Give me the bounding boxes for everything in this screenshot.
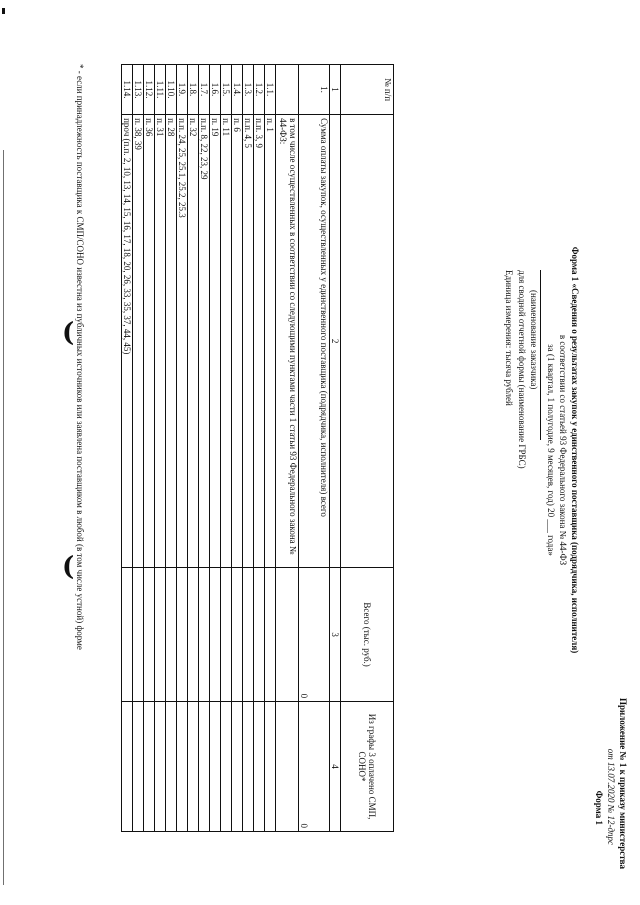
row-description: п. 1: [265, 115, 276, 568]
row-number: 1.12.: [144, 65, 155, 115]
row-number: 1.2.: [254, 65, 265, 115]
row-number: [276, 65, 299, 115]
row-number: 1.1.: [265, 65, 276, 115]
footnote-marker: * -: [75, 64, 85, 74]
row-number: 1.7.: [199, 65, 210, 115]
form-title-law: в соответствии со статьей 93 Федерального закона № 44-ФЗ: [558, 334, 568, 566]
row-total-value: [199, 568, 210, 702]
table-row: [155, 65, 166, 832]
row-description: п. 38, 39: [133, 115, 144, 568]
customer-underline: [540, 270, 541, 440]
row-total-value: [265, 568, 276, 702]
row-smp-value: [276, 702, 299, 832]
row-number: 1.6.: [210, 65, 221, 115]
row-smp-value: [177, 702, 188, 832]
table-row: [221, 65, 232, 832]
row-smp-value: [243, 702, 254, 832]
row-smp-value: [155, 702, 166, 832]
row-number: 1.8.: [188, 65, 199, 115]
row-number: 1.4.: [232, 65, 243, 115]
header-number: № п/п: [341, 65, 394, 115]
row-smp-value: [122, 702, 133, 832]
row-number: 1.5.: [221, 65, 232, 115]
appendix-line-1: Приложение № 1 к приказу министерства: [618, 698, 628, 869]
row-total-value: [276, 568, 299, 702]
row-smp-value: [199, 702, 210, 832]
table-row: [133, 65, 144, 832]
table-row: [144, 65, 155, 832]
row-total-value: [243, 568, 254, 702]
row-total-value: 0: [299, 568, 330, 702]
row-description: п. 6: [232, 115, 243, 568]
row-number: 1.9.: [177, 65, 188, 115]
row-description: п. 32: [188, 115, 199, 568]
column-number: 2: [330, 115, 341, 568]
row-number: 1.10.: [166, 65, 177, 115]
row-total-value: [122, 568, 133, 702]
table-row: [199, 65, 210, 832]
row-total-value: [155, 568, 166, 702]
table-header-row: [341, 65, 394, 832]
row-smp-value: [166, 702, 177, 832]
row-total-value: [232, 568, 243, 702]
table-row: [166, 65, 177, 832]
form-title-period: за (1 квартал, 1 полугодие, 9 месяцев, год) 20 ___ года»: [546, 344, 556, 556]
row-description: п. 31: [155, 115, 166, 568]
row-total-value: [144, 568, 155, 702]
row-total-value: [221, 568, 232, 702]
row-description: п. 28: [166, 115, 177, 568]
footnote-text: если принадлежность поставщика к СМП/СОНО известна из публичных источников или заявлена поставщиком в любой (в том числе устной) форме: [75, 76, 85, 650]
table-row: [265, 65, 276, 832]
fax-bracket-mark: (: [62, 318, 75, 348]
row-number: 1.3.: [243, 65, 254, 115]
row-total-value: [188, 568, 199, 702]
table-row: [232, 65, 243, 832]
row-smp-value: [188, 702, 199, 832]
column-number: 3: [330, 568, 341, 702]
row-number: 1.14.: [122, 65, 133, 115]
row-description: проч (п.п. 2, 10, 13, 14, 15, 16, 17, 18, 20, 26, 33, 35, 37, 44, 45): [122, 115, 133, 568]
row-description: п.п. 8, 22, 23, 29: [199, 115, 210, 568]
customer-caption: (наименование заказчика): [529, 290, 539, 390]
header-total: Всего (тыс. руб.): [341, 568, 394, 702]
table-row: [188, 65, 199, 832]
row-smp-value: 0: [299, 702, 330, 832]
row-total-value: [210, 568, 221, 702]
row-description: п.п. 3, 9: [254, 115, 265, 568]
table-column-numbers-row: [330, 65, 341, 832]
row-total-value: [254, 568, 265, 702]
column-number: 4: [330, 702, 341, 832]
header-description: [341, 115, 394, 568]
row-smp-value: [232, 702, 243, 832]
header-smp-sono: Из графы 3 оплачено СМП, СОНО*: [341, 702, 394, 832]
table-row: [210, 65, 221, 832]
table-row: [243, 65, 254, 832]
row-description: п.п. 24, 25, 25.1, 25.2, 25.3: [177, 115, 188, 568]
row-smp-value: [265, 702, 276, 832]
fax-bracket-mark: (: [62, 552, 75, 582]
table-row: [276, 65, 299, 832]
row-description: Сумма оплаты закупок, осуществленных у единственного поставщика (подрядчика, исполнителя) всего: [299, 115, 330, 568]
grbs-field: для сводной отчетной формы (наименование ГРБС): [517, 270, 527, 469]
row-number: 1.: [299, 65, 330, 115]
appendix-line-2: от 13.07.2020 № 12-дпрс: [606, 748, 616, 845]
row-total-value: [177, 568, 188, 702]
units-label: Единица измерения: тысяча рублей: [504, 270, 514, 406]
row-total-value: [166, 568, 177, 702]
row-description: в том числе осуществленных в соответствии со следующими пунктами части 1 статьи 93 Федерального закона № 44-ФЗ:: [276, 115, 299, 568]
row-smp-value: [133, 702, 144, 832]
column-number: 1: [330, 65, 341, 115]
form-title: Форма 1 «Сведения о результатах закупок у единственного поставщика (подрядчика, исполнителя): [570, 246, 580, 654]
table-row: [254, 65, 265, 832]
row-number: 1.11.: [155, 65, 166, 115]
row-smp-value: [144, 702, 155, 832]
row-smp-value: [210, 702, 221, 832]
table-row: [122, 65, 133, 832]
row-description: п. 19: [210, 115, 221, 568]
row-description: п. 36: [144, 115, 155, 568]
row-description: п. 11: [221, 115, 232, 568]
row-number: 1.13.: [133, 65, 144, 115]
row-smp-value: [254, 702, 265, 832]
footnote: [74, 64, 85, 824]
row-smp-value: [221, 702, 232, 832]
appendix-form-label: Форма 1: [594, 790, 604, 825]
report-table: [121, 64, 394, 832]
row-total-value: [133, 568, 144, 702]
row-description: п.п. 4, 5: [243, 115, 254, 568]
table-row: [177, 65, 188, 832]
table-row: [299, 65, 330, 832]
